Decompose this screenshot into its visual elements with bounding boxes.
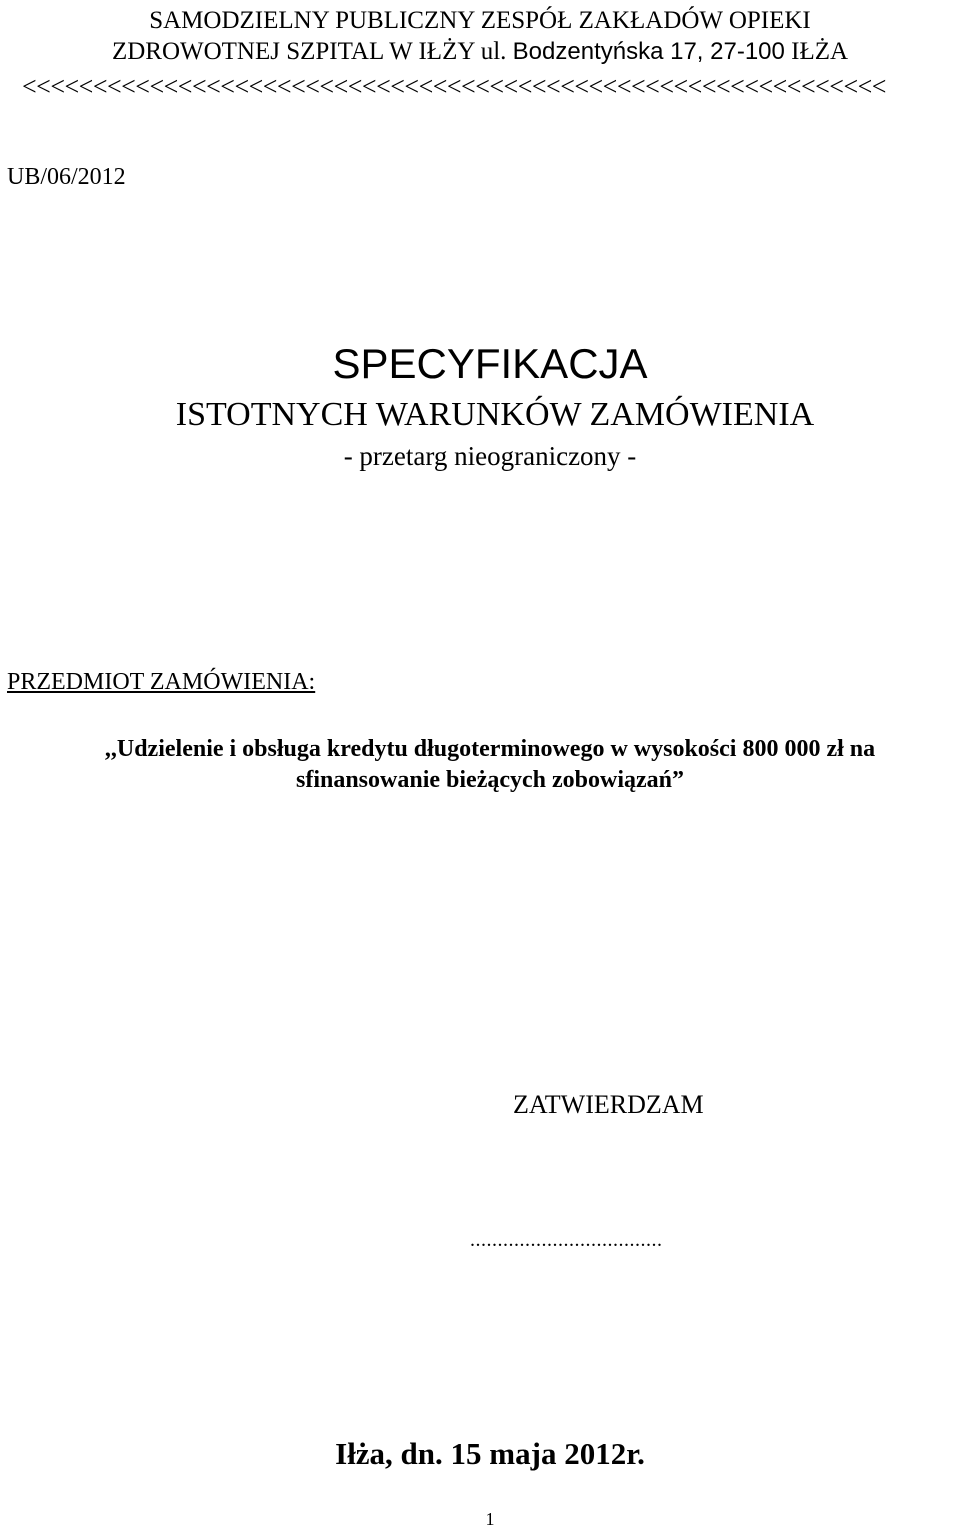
approval-label: ZATWIERDZAM bbox=[513, 1090, 704, 1119]
document-title: SPECYFIKACJA bbox=[332, 340, 648, 387]
reference-number: UB/06/2012 bbox=[7, 164, 126, 190]
place-and-date: Iłża, dn. 15 maja 2012r. bbox=[335, 1436, 645, 1471]
document-subtitle: ISTOTNYCH WARUNKÓW ZAMÓWIENIA bbox=[175, 396, 815, 433]
header-line-2-address: Bodzentyńska 17, 27-100 bbox=[512, 38, 785, 65]
header-line-2-part-a: ZDROWOTNEJ SZPITAL W IŁŻY ul. bbox=[111, 38, 513, 65]
header-line-2 bbox=[0, 37, 960, 67]
subject-text bbox=[0, 734, 960, 796]
page-number: 1 bbox=[485, 1509, 495, 1529]
procedure-mode: - przetarg nieograniczony - bbox=[343, 441, 637, 471]
signature-line: ................................... bbox=[470, 1229, 663, 1251]
header-line-2-city: IŁŻA bbox=[784, 38, 849, 65]
subject-line-2: sfinansowanie bieżących zobowiązań” bbox=[295, 767, 684, 793]
header-line-1: SAMODZIELNY PUBLICZNY ZESPÓŁ ZAKŁADÓW OPIEKI bbox=[149, 7, 811, 34]
subject-line-1: ,,Udzielenie i obsługa kredytu długoterminowego w wysokości 800 000 zł na bbox=[104, 736, 876, 762]
header-separator: <<<<<<<<<<<<<<<<<<<<<<<<<<<<<<<<<<<<<<<<<<<<<<<<<<<<<<<<<<<<< bbox=[22, 72, 886, 101]
subject-label: PRZEDMIOT ZAMÓWIENIA: bbox=[7, 669, 316, 695]
